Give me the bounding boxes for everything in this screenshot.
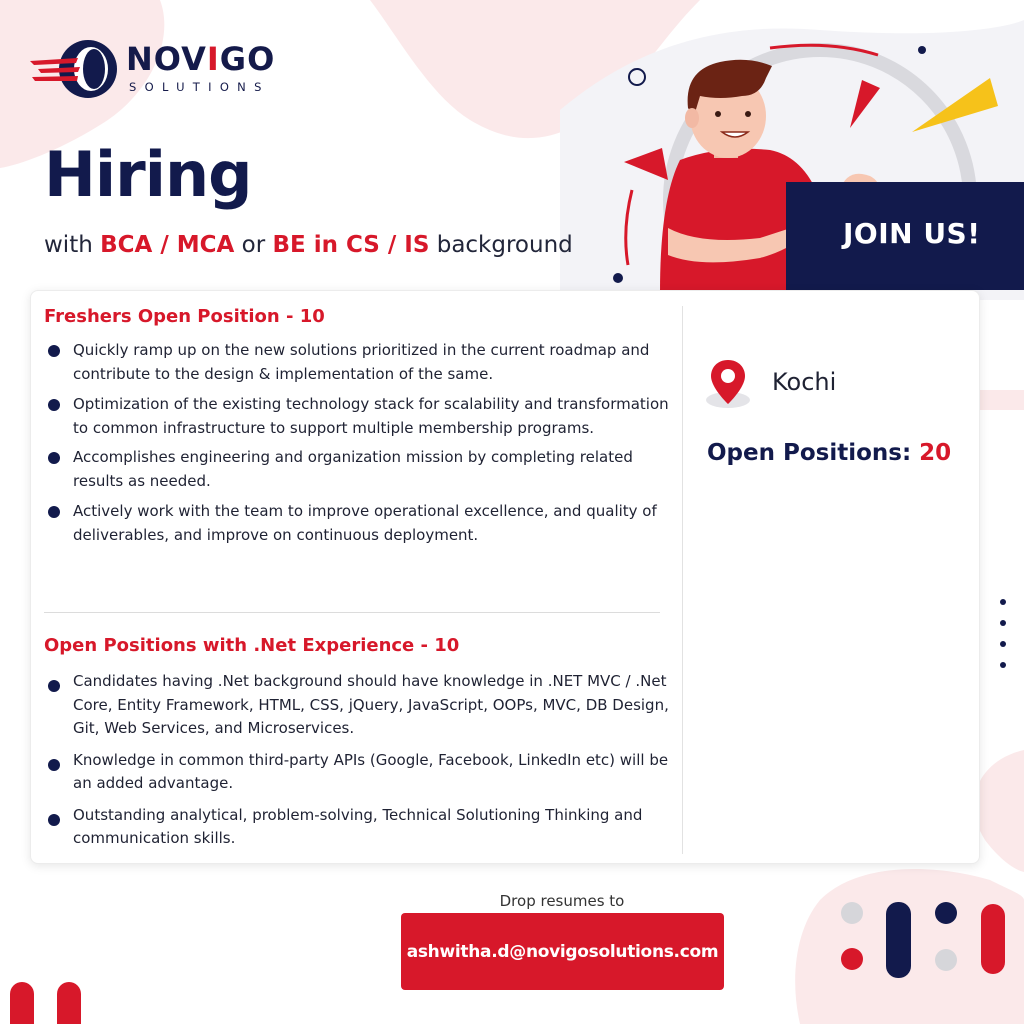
page-title: Hiring xyxy=(44,138,252,211)
bullet-icon xyxy=(48,759,60,771)
degree-highlight-1: BCA / MCA xyxy=(100,232,235,258)
resume-prompt: Drop resumes to xyxy=(499,892,625,910)
page-subtitle: with BCA / MCA or BE in CS / IS background xyxy=(44,232,573,258)
decorative-bars xyxy=(0,975,90,1024)
freshers-section-title: Freshers Open Position - 10 xyxy=(44,306,325,327)
bullet-icon xyxy=(48,814,60,826)
list-item: Knowledge in common third-party APIs (Google, Facebook, LinkedIn etc) will be an added advantage. xyxy=(44,749,674,796)
decorative-dots xyxy=(998,596,1008,672)
dotnet-section-title: Open Positions with .Net Experience - 10 xyxy=(44,635,460,656)
bullet-icon xyxy=(48,345,60,357)
logo-wordmark: NOVIGO xyxy=(126,40,276,78)
logo-tagline: SOLUTIONS xyxy=(129,80,270,94)
degree-highlight-2: BE in CS / IS xyxy=(272,232,430,258)
bullet-icon xyxy=(48,452,60,464)
open-positions-total: Open Positions: 20 xyxy=(707,440,952,466)
list-item: Actively work with the team to improve operational excellence, and quality of deliverables, and improve on continuous deployment. xyxy=(44,500,674,547)
bullet-icon xyxy=(48,680,60,692)
list-item: Outstanding analytical, problem-solving, Technical Solutioning Thinking and communication skills. xyxy=(44,804,674,851)
logo-mark-icon xyxy=(28,36,123,102)
list-item: Accomplishes engineering and organization mission by completing related results as needed. xyxy=(44,446,674,493)
column-divider xyxy=(682,306,683,854)
freshers-list xyxy=(44,339,674,547)
list-item: Candidates having .Net background should have knowledge in .NET MVC / .Net Core, Entity Framework, HTML, CSS, jQuery, JavaScript, OOPs, MVC, DB Design, Git, Web Services, and Microservices. xyxy=(44,670,674,741)
open-positions-count: 20 xyxy=(919,440,952,466)
email-button[interactable]: ashwitha.d@novigosolutions.com xyxy=(401,913,724,990)
section-divider xyxy=(44,612,660,613)
join-us-text: JOIN US! xyxy=(843,217,981,250)
location-city: Kochi xyxy=(772,368,837,396)
location-pin-icon xyxy=(704,358,752,410)
bullet-icon xyxy=(48,506,60,518)
list-item: Quickly ramp up on the new solutions prioritized in the current roadmap and contribute to the design & implementation of the same. xyxy=(44,339,674,386)
bullet-icon xyxy=(48,399,60,411)
list-item: Optimization of the existing technology stack for scalability and transformation to common infrastructure to support multiple membership programs. xyxy=(44,393,674,440)
dotnet-list xyxy=(44,670,674,851)
decorative-shapes xyxy=(830,890,1024,1024)
